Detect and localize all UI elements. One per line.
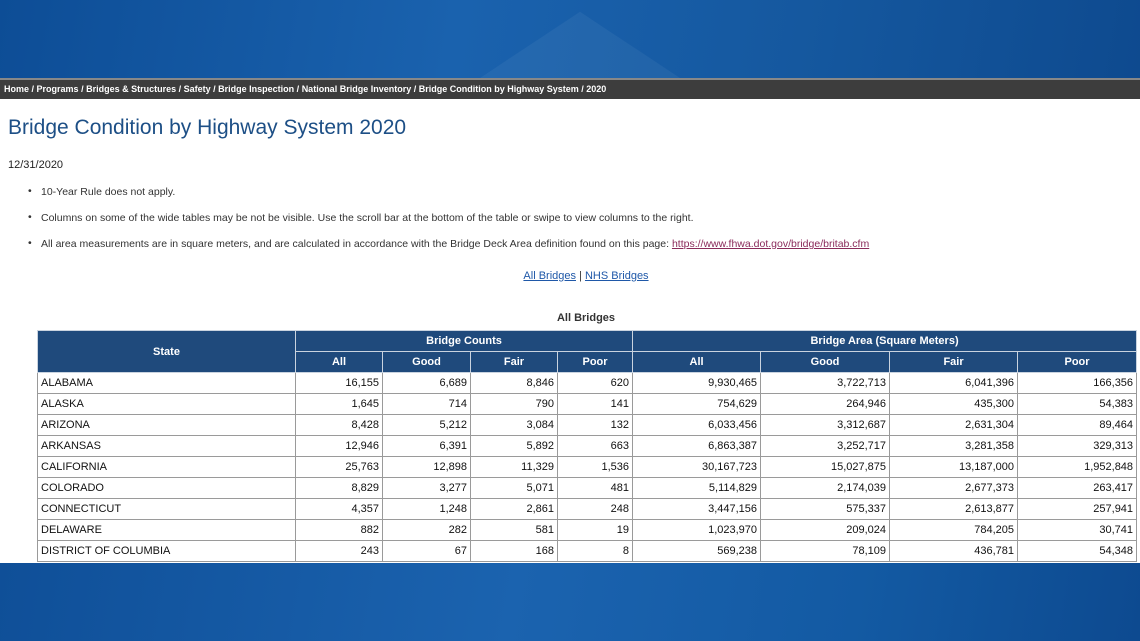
nhs-bridges-link[interactable]: NHS Bridges — [584, 270, 649, 282]
value-cell: 5,114,829 — [633, 478, 761, 499]
value-cell: 257,941 — [1018, 499, 1137, 520]
value-cell: 481 — [558, 478, 633, 499]
value-cell: 435,300 — [890, 394, 1018, 415]
value-cell: 16,155 — [296, 373, 383, 394]
value-cell: 8,846 — [471, 373, 558, 394]
value-cell: 6,041,396 — [890, 373, 1018, 394]
link-separator: | — [576, 270, 585, 282]
value-cell: 132 — [558, 415, 633, 436]
table-caption: All Bridges — [556, 312, 616, 324]
value-cell: 6,863,387 — [633, 436, 761, 457]
table-row — [38, 373, 1137, 394]
value-cell: 243 — [296, 541, 383, 562]
value-cell: 8,829 — [296, 478, 383, 499]
table-links — [0, 270, 1140, 282]
table-row — [38, 499, 1137, 520]
value-cell: 2,613,877 — [890, 499, 1018, 520]
table-row — [38, 541, 1137, 562]
value-cell: 30,741 — [1018, 520, 1137, 541]
value-cell: 54,383 — [1018, 394, 1137, 415]
value-cell: 6,689 — [383, 373, 471, 394]
value-cell: 30,167,723 — [633, 457, 761, 478]
value-cell: 25,763 — [296, 457, 383, 478]
value-cell: 790 — [471, 394, 558, 415]
table-body — [38, 373, 1137, 562]
column-header-count-fair: Fair — [471, 352, 558, 373]
value-cell: 3,277 — [383, 478, 471, 499]
state-cell: CONNECTICUT — [38, 499, 296, 520]
state-cell: DELAWARE — [38, 520, 296, 541]
value-cell: 1,536 — [558, 457, 633, 478]
value-cell: 581 — [471, 520, 558, 541]
value-cell: 784,205 — [890, 520, 1018, 541]
group-header-bridge-area: Bridge Area (Square Meters) — [633, 331, 1137, 352]
value-cell: 663 — [558, 436, 633, 457]
value-cell: 12,946 — [296, 436, 383, 457]
breadcrumb: Home / Programs / Bridges & Structures / Safety / Bridge Inspection / National Bridge Inventory / Bridge Condition by Highway System / 2020 — [0, 78, 1140, 99]
column-header-count-poor: Poor — [558, 352, 633, 373]
all-bridges-link[interactable]: All Bridges — [523, 270, 576, 282]
value-cell: 264,946 — [761, 394, 890, 415]
column-header-count-all: All — [296, 352, 383, 373]
value-cell: 3,084 — [471, 415, 558, 436]
value-cell: 2,174,039 — [761, 478, 890, 499]
column-header-area-fair: Fair — [890, 352, 1018, 373]
value-cell: 3,252,717 — [761, 436, 890, 457]
value-cell: 882 — [296, 520, 383, 541]
value-cell: 5,892 — [471, 436, 558, 457]
value-cell: 282 — [383, 520, 471, 541]
value-cell: 78,109 — [761, 541, 890, 562]
table-row — [38, 457, 1137, 478]
value-cell: 9,930,465 — [633, 373, 761, 394]
note-item — [28, 186, 869, 212]
value-cell: 168 — [471, 541, 558, 562]
value-cell: 436,781 — [890, 541, 1018, 562]
value-cell: 263,417 — [1018, 478, 1137, 499]
column-header-area-poor: Poor — [1018, 352, 1137, 373]
state-cell: ARIZONA — [38, 415, 296, 436]
column-header-state: State — [38, 331, 296, 373]
value-cell: 6,033,456 — [633, 415, 761, 436]
value-cell: 2,677,373 — [890, 478, 1018, 499]
value-cell: 67 — [383, 541, 471, 562]
note-item — [28, 238, 869, 264]
value-cell: 3,281,358 — [890, 436, 1018, 457]
value-cell: 8 — [558, 541, 633, 562]
column-header-count-good: Good — [383, 352, 471, 373]
table-row — [38, 520, 1137, 541]
value-cell: 714 — [383, 394, 471, 415]
value-cell: 569,238 — [633, 541, 761, 562]
value-cell: 12,898 — [383, 457, 471, 478]
note-text: Columns on some of the wide tables may be not be visible. Use the scroll bar at the bottom of the table or swipe to view columns to the right. — [41, 212, 694, 224]
state-cell: ARKANSAS — [38, 436, 296, 457]
table-row — [38, 394, 1137, 415]
value-cell: 329,313 — [1018, 436, 1137, 457]
note-text: All area measurements are in square meters, and are calculated in accordance with the Bridge Deck Area definition found on this page: — [41, 238, 672, 250]
table-row — [38, 415, 1137, 436]
web-page — [0, 78, 1140, 563]
group-header-bridge-counts: Bridge Counts — [296, 331, 633, 352]
state-cell: CALIFORNIA — [38, 457, 296, 478]
state-cell: ALASKA — [38, 394, 296, 415]
breadcrumb-safety[interactable]: Safety — [183, 84, 211, 94]
note-item — [28, 212, 869, 238]
value-cell: 3,447,156 — [633, 499, 761, 520]
value-cell: 3,722,713 — [761, 373, 890, 394]
value-cell: 5,212 — [383, 415, 471, 436]
value-cell: 3,312,687 — [761, 415, 890, 436]
value-cell: 1,248 — [383, 499, 471, 520]
page-title: Bridge Condition by Highway System 2020 — [8, 116, 407, 139]
britab-link[interactable]: https://www.fhwa.dot.gov/bridge/britab.cfm — [671, 238, 870, 250]
value-cell: 89,464 — [1018, 415, 1137, 436]
value-cell: 575,337 — [761, 499, 890, 520]
value-cell: 54,348 — [1018, 541, 1137, 562]
table-row — [38, 436, 1137, 457]
value-cell: 1,023,970 — [633, 520, 761, 541]
state-cell: DISTRICT OF COLUMBIA — [38, 541, 296, 562]
value-cell: 19 — [558, 520, 633, 541]
value-cell: 5,071 — [471, 478, 558, 499]
breadcrumb-current: 2020 — [586, 84, 607, 94]
value-cell: 209,024 — [761, 520, 890, 541]
value-cell: 4,357 — [296, 499, 383, 520]
value-cell: 11,329 — [471, 457, 558, 478]
value-cell: 8,428 — [296, 415, 383, 436]
notes-list — [28, 186, 869, 264]
bridge-condition-table — [37, 330, 1137, 562]
value-cell: 1,645 — [296, 394, 383, 415]
value-cell: 248 — [558, 499, 633, 520]
page-date: 12/31/2020 — [8, 159, 64, 171]
background-banner-bottom — [0, 563, 1140, 641]
value-cell: 2,861 — [471, 499, 558, 520]
breadcrumb-home[interactable]: Home — [4, 84, 30, 94]
state-cell: COLORADO — [38, 478, 296, 499]
value-cell: 1,952,848 — [1018, 457, 1137, 478]
breadcrumb-bridges-structures[interactable]: Bridges & Structures — [86, 84, 177, 94]
value-cell: 620 — [558, 373, 633, 394]
breadcrumb-bridge-inspection[interactable]: Bridge Inspection — [218, 84, 295, 94]
value-cell: 141 — [558, 394, 633, 415]
table-row — [38, 478, 1137, 499]
state-cell: ALABAMA — [38, 373, 296, 394]
value-cell: 15,027,875 — [761, 457, 890, 478]
breadcrumb-bridge-condition[interactable]: Bridge Condition by Highway System — [418, 84, 579, 94]
value-cell: 754,629 — [633, 394, 761, 415]
value-cell: 6,391 — [383, 436, 471, 457]
breadcrumb-programs[interactable]: Programs — [36, 84, 79, 94]
value-cell: 2,631,304 — [890, 415, 1018, 436]
value-cell: 166,356 — [1018, 373, 1137, 394]
note-text: 10-Year Rule does not apply. — [41, 186, 176, 198]
column-header-area-all: All — [633, 352, 761, 373]
column-header-area-good: Good — [761, 352, 890, 373]
breadcrumb-national-bridge-inventory[interactable]: National Bridge Inventory — [301, 84, 412, 94]
value-cell: 13,187,000 — [890, 457, 1018, 478]
